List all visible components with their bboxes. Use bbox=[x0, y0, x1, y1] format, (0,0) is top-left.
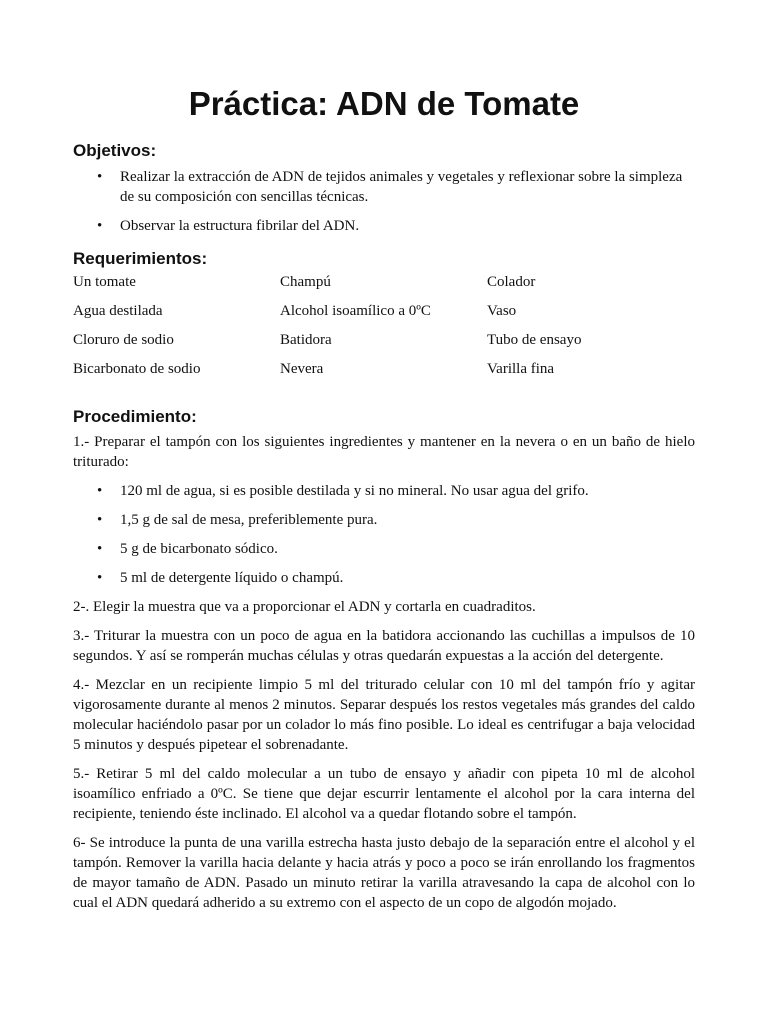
table-cell: Nevera bbox=[280, 361, 324, 377]
procedimiento-heading: Procedimiento: bbox=[73, 407, 197, 426]
requerimientos-table bbox=[73, 272, 694, 388]
table-cell: Colador bbox=[487, 274, 536, 290]
list-item: • Observar la estructura fibrilar del ADN. bbox=[73, 216, 695, 236]
list-item: • 120 ml de agua, si es posible destilada y si no mineral. No usar agua del grifo. bbox=[73, 481, 695, 501]
table-cell: Tubo de ensayo bbox=[487, 332, 582, 348]
table-cell: Cloruro de sodio bbox=[73, 332, 174, 348]
page-title: Práctica: ADN de Tomate bbox=[188, 85, 580, 122]
table-row bbox=[73, 359, 694, 388]
table-cell: Agua destilada bbox=[73, 303, 163, 319]
ingredients-list bbox=[73, 481, 695, 588]
procedure-step-5: 5.- Retirar 5 ml del caldo molecular a un tubo de ensayo y añadir con pipeta 10 ml de alcohol isoamílico enfriado a 0ºC. Se tiene que dejar escurrir lentamente el alcohol por la cara interna del recipiente, teniendo éste inclinado. El alcohol va a quedar flotando sobre el tampón. bbox=[73, 766, 695, 822]
procedure-step-1: 1.- Preparar el tampón con los siguientes ingredientes y mantener en la nevera o en un baño de hielo triturado: bbox=[73, 434, 695, 470]
table-cell: Un tomate bbox=[73, 274, 136, 290]
table-row bbox=[73, 301, 694, 330]
procedure-step-6: 6- Se introduce la punta de una varilla estrecha hasta justo debajo de la separación entre el alcohol y el tampón. Remover la varilla hacia delante y hacia atrás y poco a poco se irán enrollando los fragmentos de mayor tamaño de ADN. Pasado un minuto retirar la varilla atravesando la capa de alcohol con lo cual el ADN quedará adherido a su extremo con el aspecto de un copo de algodón mojado. bbox=[73, 835, 695, 911]
list-item: • 5 ml de detergente líquido o champú. bbox=[73, 568, 695, 588]
table-cell: Alcohol isoamílico a 0ºC bbox=[280, 303, 431, 319]
list-item: • 1,5 g de sal de mesa, preferiblemente pura. bbox=[73, 510, 695, 530]
list-item: • Realizar la extracción de ADN de tejidos animales y vegetales y reflexionar sobre la simpleza de su composición con sencillas técnicas. bbox=[73, 167, 695, 207]
table-cell: Champú bbox=[280, 274, 331, 290]
table-cell: Batidora bbox=[280, 332, 332, 348]
objetivos-list bbox=[73, 167, 695, 236]
table-row bbox=[73, 272, 694, 301]
table-cell: Vaso bbox=[487, 303, 517, 319]
procedure-step-4: 4.- Mezclar en un recipiente limpio 5 ml del triturado celular con 10 ml del tampón frío y agitar vigorosamente durante al menos 2 minutos. Separar después los restos vegetales más grandes del caldo molecular haciéndolo pasar por un colador lo más fino posible. Lo ideal es centrifugar a baja velocidad 5 minutos y después pipetear el sobrenadante. bbox=[73, 677, 695, 753]
requerimientos-heading: Requerimientos: bbox=[73, 249, 208, 268]
table-row bbox=[73, 330, 694, 359]
table-cell: Varilla fina bbox=[487, 361, 555, 377]
procedure-step-2: 2-. Elegir la muestra que va a proporcionar el ADN y cortarla en cuadraditos. bbox=[73, 599, 536, 615]
procedure-step-3: 3.- Triturar la muestra con un poco de agua en la batidora accionando las cuchillas a impulsos de 10 segundos. Y así se romperán muchas células y otras quedarán expuestas a la acción del detergente. bbox=[73, 628, 695, 664]
list-item: • 5 g de bicarbonato sódico. bbox=[73, 539, 695, 559]
table-cell: Bicarbonato de sodio bbox=[73, 361, 201, 377]
objetivos-heading: Objetivos: bbox=[73, 141, 157, 160]
